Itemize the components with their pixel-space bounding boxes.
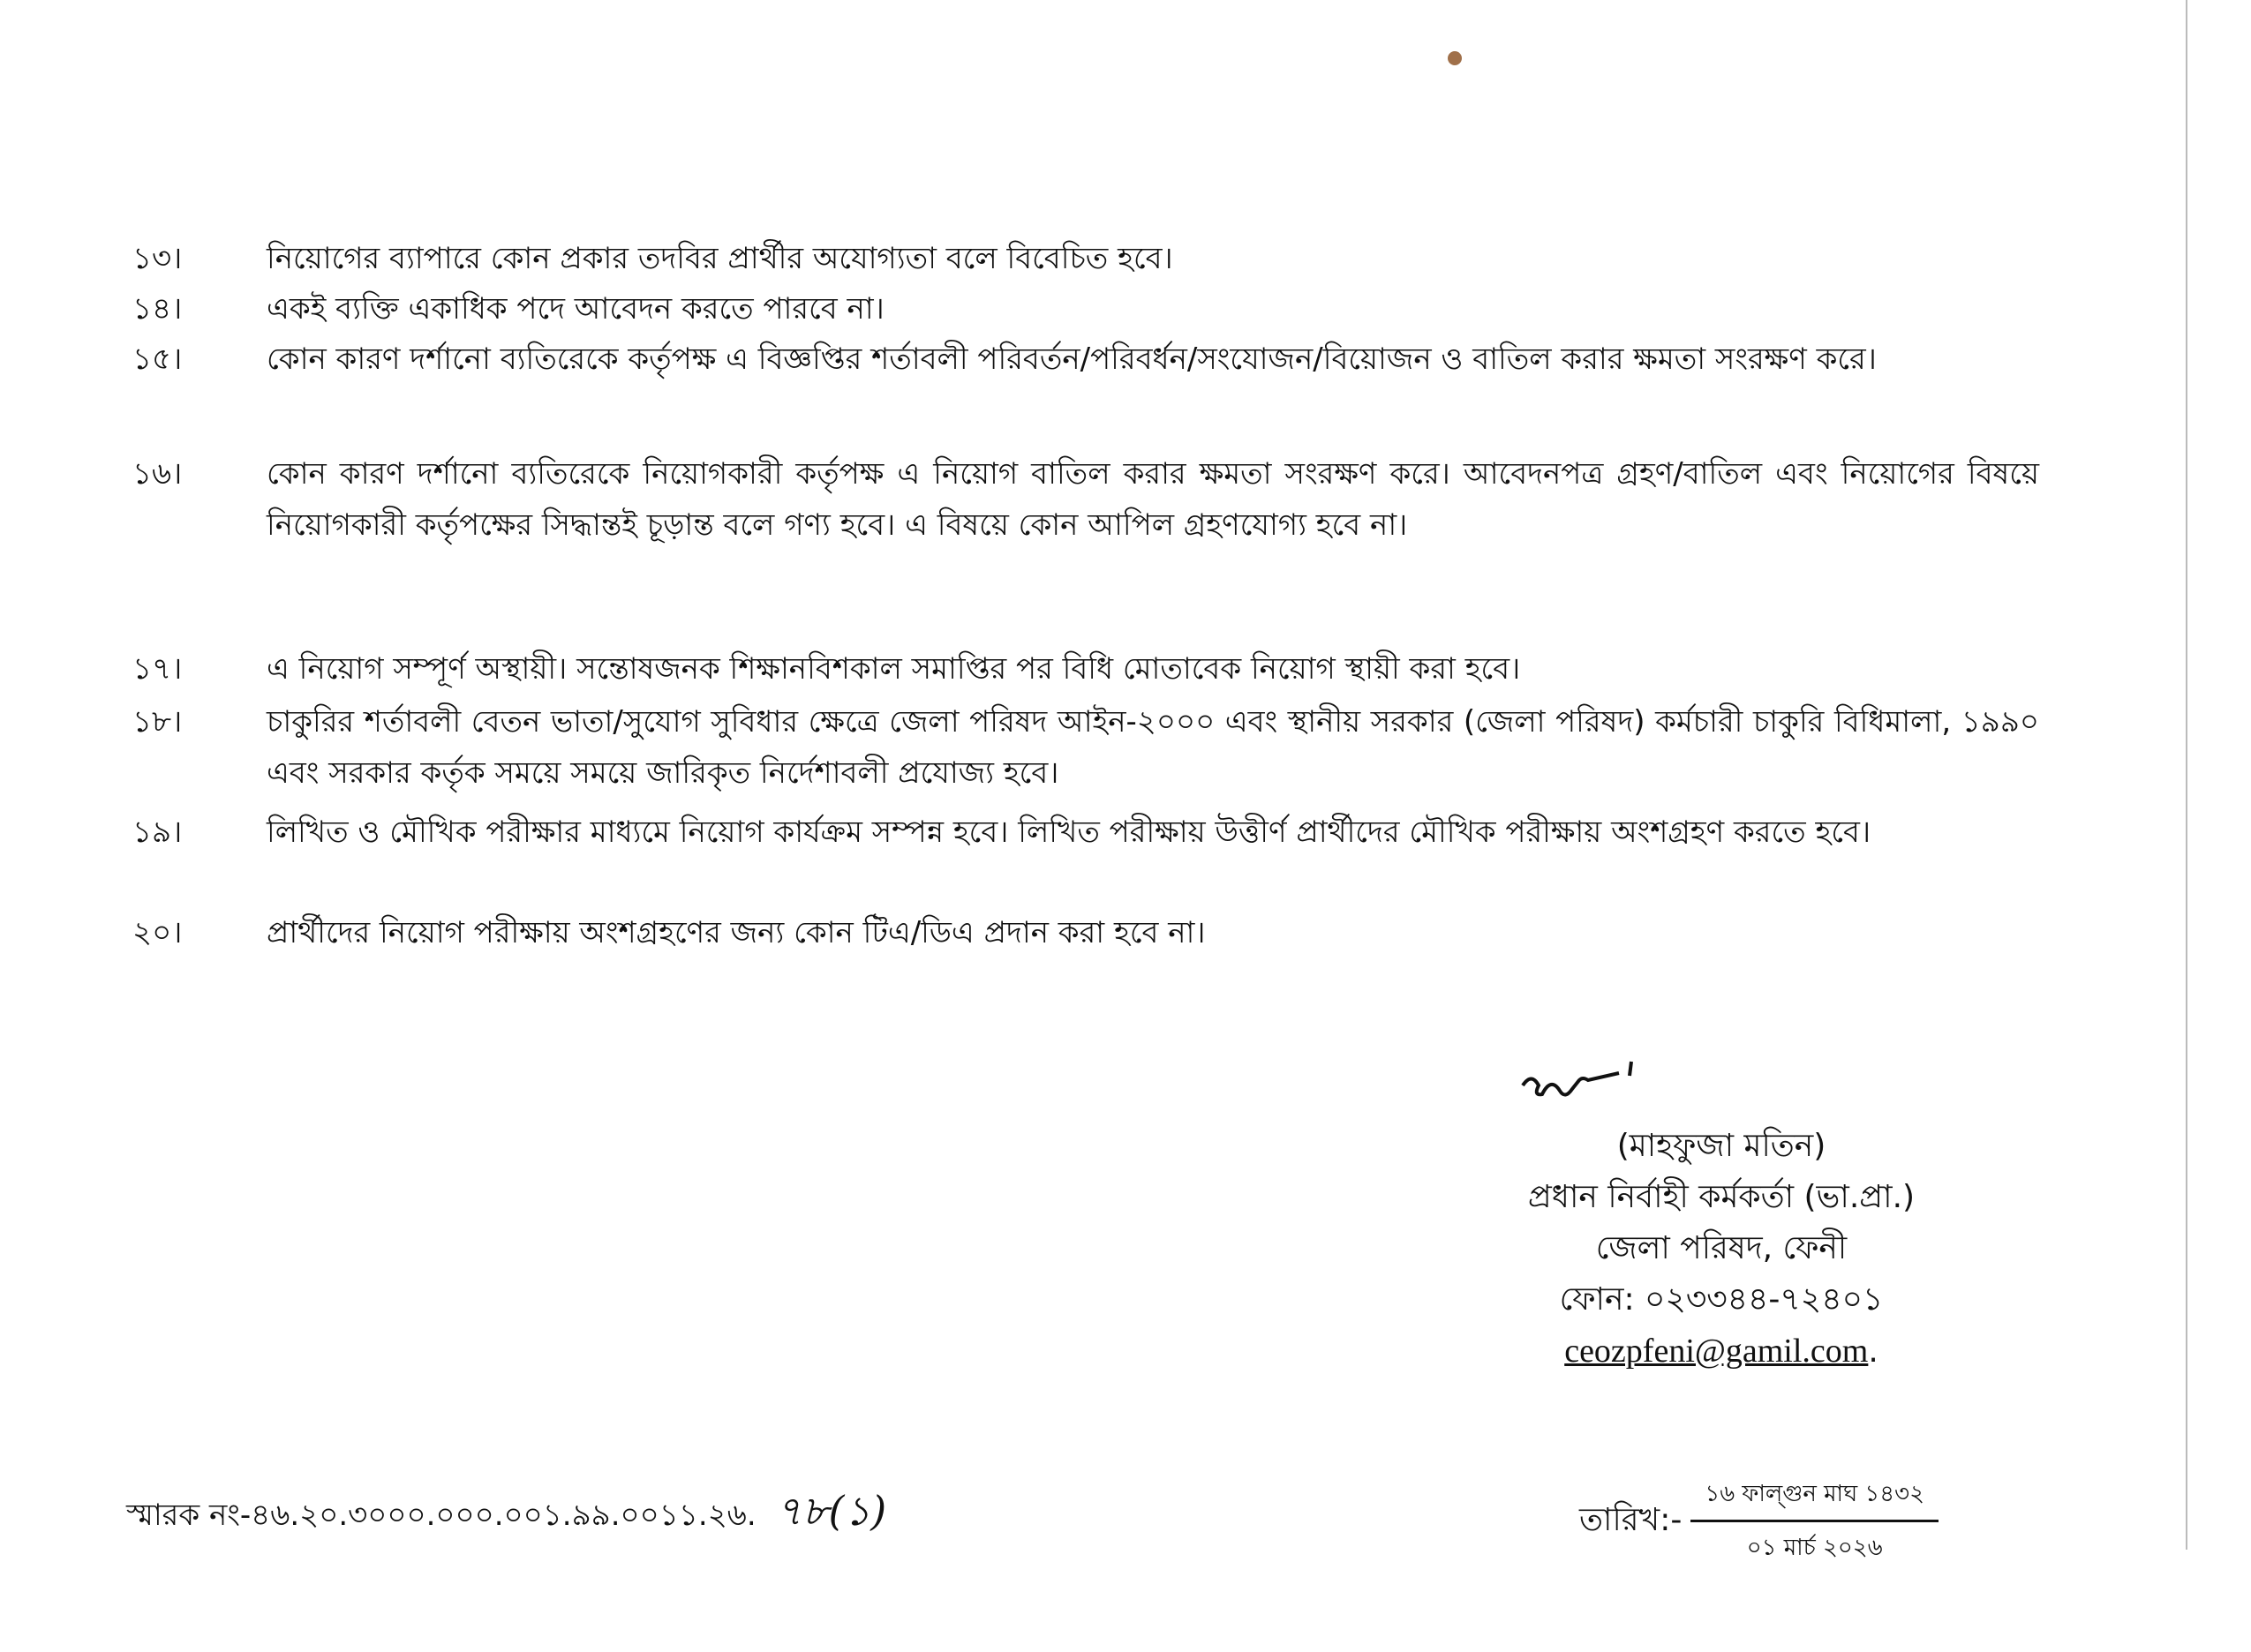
condition-number: ১৬। [132, 456, 183, 492]
scan-edge-line [2186, 0, 2187, 1550]
signatory-email[interactable]: ceozpfeni@gamil.com [1564, 1333, 1869, 1370]
date-block [1579, 1476, 1939, 1568]
condition-number: ১৭। [132, 651, 183, 687]
condition-item [132, 643, 2039, 695]
memo-handwritten-number: ৭৮(১) [775, 1487, 887, 1535]
condition-number: ১৯। [132, 815, 183, 850]
condition-text: লিখিত ও মৌখিক পরীক্ষার মাধ্যমে নিয়োগ কার্যক্রম সম্পন্ন হবে। লিখিত পরীক্ষায় উত্তীর্ণ প্রার্থীদের মৌখিক পরীক্ষায় অংশগ্রহণ করতে হবে। [267, 815, 1871, 850]
condition-number: ১৫। [132, 342, 183, 377]
condition-number: ১৮। [132, 704, 183, 740]
date-gregorian: ০১ মার্চ ২০২৬ [1746, 1535, 1883, 1561]
condition-text: কোন কারণ দর্শানো ব্যতিরেকে নিয়োগকারী কর্তৃপক্ষ এ নিয়োগ বাতিল করার ক্ষমতা সংরক্ষণ করে। আবেদনপত্র গ্রহণ/বাতিল এবং নিয়োগের বিষয়ে নিয়োগকারী কর্তৃপক্ষের সিদ্ধান্তই চূড়ান্ত বলে গণ্য হবে। এ বিষয়ে কোন আপিল গ্রহণযোগ্য হবে না। [267, 456, 2039, 543]
memo-label: স্মারক নং-৪৬.২০.৩০০০.০০০.০০১.৯৯.০০১১.২৬. [126, 1498, 757, 1533]
condition-item [132, 334, 2039, 385]
memo-number [126, 1481, 886, 1548]
condition-number: ২০। [132, 915, 183, 950]
signatory-name: (মাহফুজা মতিন) [1616, 1128, 1826, 1164]
condition-text: কোন কারণ দর্শানো ব্যতিরেকে কর্তৃপক্ষ এ বিজ্ঞপ্তির শর্তাবলী পরিবর্তন/পরিবর্ধন/সংযোজন/বিয়োজন ও বাতিল করার ক্ষমতা সংরক্ষণ করে। [267, 342, 1877, 377]
signatory-designation: প্রধান নির্বাহী কর্মকর্তা (ভা.প্রা.) [1527, 1179, 1916, 1215]
condition-number: ১৩। [132, 241, 183, 276]
signatory-block [1465, 1121, 1977, 1378]
scan-spot [1448, 51, 1462, 65]
condition-item [132, 696, 2039, 799]
date-bangla: ১৬ ফাল্গুন মাঘ ১৪৩২ [1690, 1476, 1939, 1522]
condition-text: নিয়োগের ব্যাপারে কোন প্রকার তদবির প্রার্থীর অযোগ্যতা বলে বিবেচিত হবে। [267, 241, 1173, 276]
condition-item [132, 233, 2039, 284]
condition-item [132, 283, 2039, 334]
signatory-phone: ফোন: ০২৩৩৪৪-৭২৪০১ [1559, 1281, 1884, 1318]
signatory-office: জেলা পরিষদ, ফেনী [1595, 1230, 1848, 1266]
condition-text: চাকুরির শর্তাবলী বেতন ভাতা/সুযোগ সুবিধার ক্ষেত্রে জেলা পরিষদ আইন-২০০০ এবং স্থানীয় সরকার (জেলা পরিষদ) কর্মচারী চাকুরি বিধিমালা, ১৯৯০ এবং সরকার কর্তৃক সময়ে সময়ে জারিকৃত নির্দেশাবলী প্রযোজ্য হবে। [267, 704, 2039, 791]
condition-text: প্রার্থীদের নিয়োগ পরীক্ষায় অংশগ্রহণের জন্য কোন টিএ/ডিএ প্রদান করা হবে না। [267, 915, 1206, 950]
condition-item [132, 448, 2039, 551]
condition-item [132, 807, 2039, 858]
condition-text: এ নিয়োগ সম্পূর্ণ অস্থায়ী। সন্তোষজনক শিক্ষানবিশকাল সমাপ্তির পর বিধি মোতাবেক নিয়োগ স্থায়ী করা হবে। [267, 651, 1521, 687]
date-label: তারিখ:- [1579, 1501, 1683, 1538]
email-period: . [1868, 1333, 1878, 1370]
handwritten-signature [1518, 1055, 1642, 1108]
condition-item [132, 907, 2039, 958]
condition-text: একই ব্যক্তি একাধিক পদে আবেদন করতে পারবে না। [267, 291, 885, 327]
condition-number: ১৪। [132, 291, 183, 327]
